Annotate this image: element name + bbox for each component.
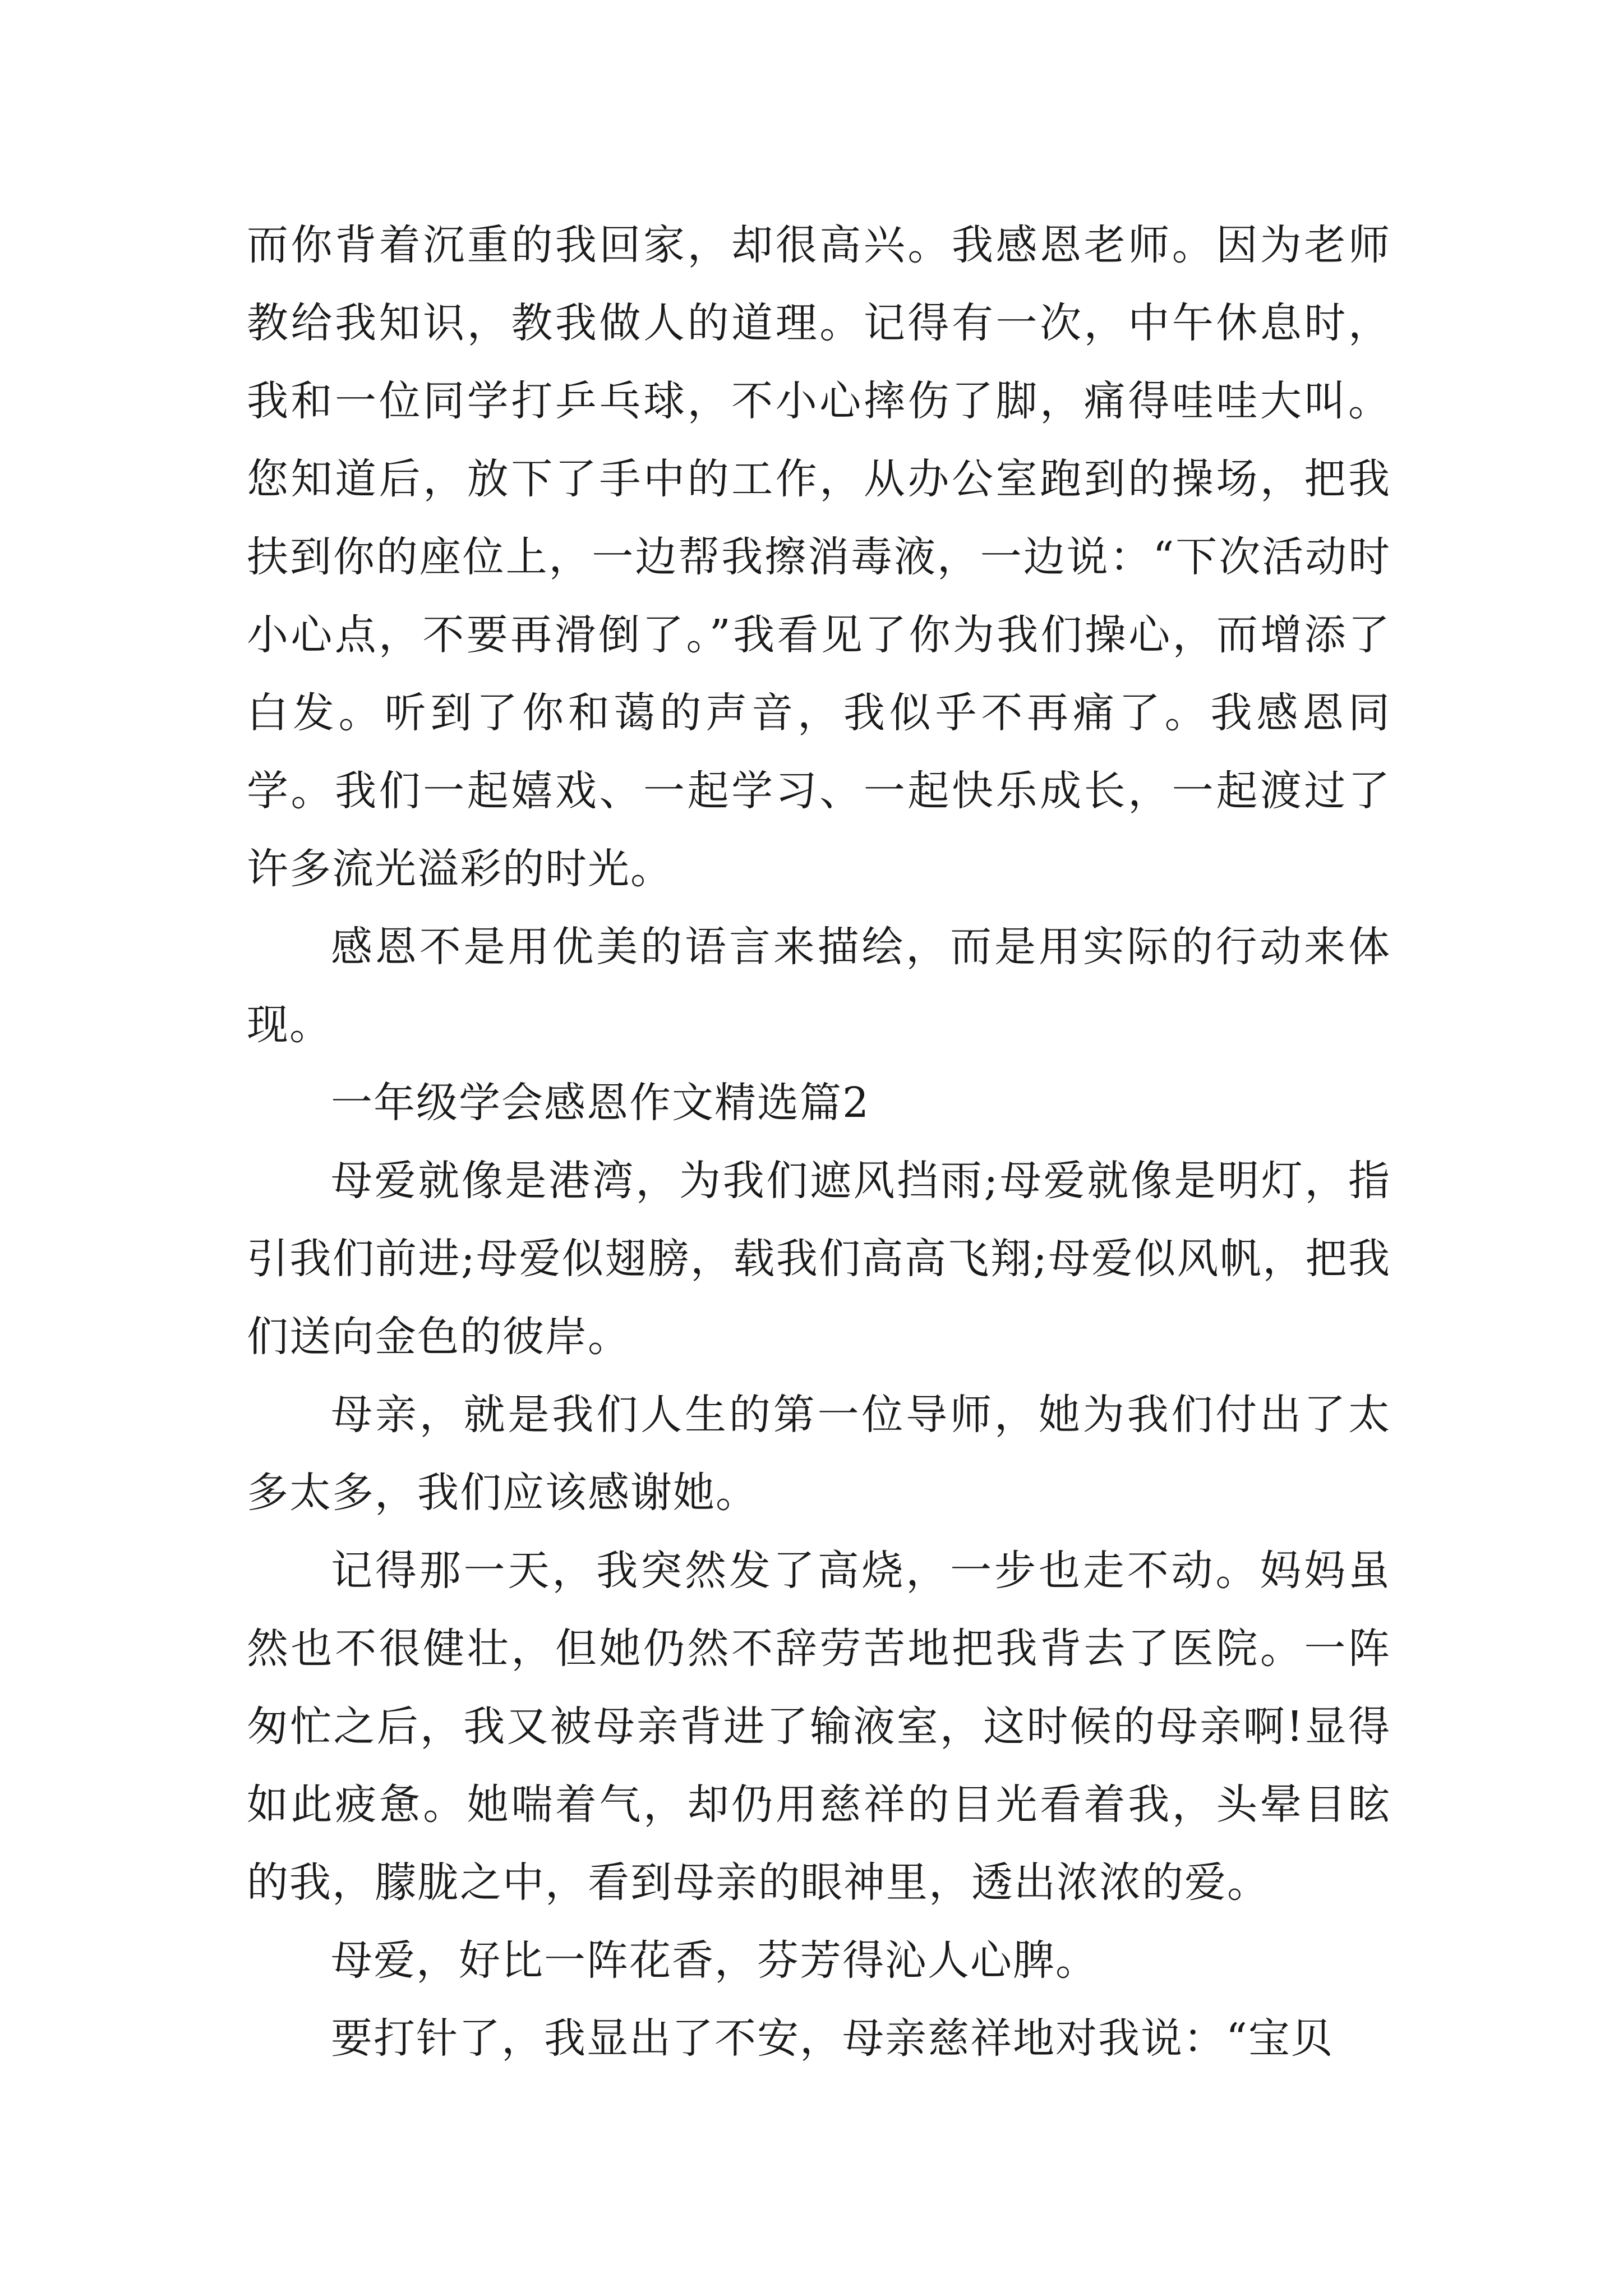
paragraph-mother-love-metaphors: 母爱就像是港湾，为我们遮风挡雨;母爱就像是明灯，指引我们前进;母爱似翅膀，载我们高高飞翔;母爱似风帆，把我们送向金色的彼岸。 xyxy=(247,1157,1391,1361)
document-body xyxy=(247,206,1391,2078)
section-heading: 一年级学会感恩作文精选篇2 xyxy=(331,1079,870,1127)
paragraph-injection: 要打针了，我显出了不安，母亲慈祥地对我说：“宝贝 xyxy=(331,2014,1334,2063)
paragraph-continuation: 而你背着沉重的我回家，却很高兴。我感恩老师。因为老师教给我知识，教我做人的道理。记得有一次，中午休息时，我和一位同学打乒乓球，不小心摔伤了脚，痛得哇哇大叫。您知道后，放下了手中的工作，从办公室跑到的操场，把我扶到你的座位上，一边帮我擦消毒液，一边说：“下次活动时小心点，不要再滑倒了。”我看见了你为我们操心，而增添了白发。听到了你和蔼的声音，我似乎不再痛了。我感恩同学。我们一起嬉戏、一起学习、一起快乐成长，一起渡过了许多流光溢彩的时光。 xyxy=(247,221,1391,893)
paragraph-fever-story: 记得那一天，我突然发了高烧，一步也走不动。妈妈虽然也不很健壮，但她仍然不辞劳苦地把我背去了医院。一阵匆忙之后，我又被母亲背进了输液室，这时候的母亲啊!显得如此疲惫。她喘着气，却仍用慈祥的目光看着我，头晕目眩的我，朦胧之中，看到母亲的眼神里，透出浓浓的爱。 xyxy=(247,1547,1391,1907)
paragraph-mother-first-teacher: 母亲，就是我们人生的第一位导师，她为我们付出了太多太多，我们应该感谢她。 xyxy=(247,1391,1391,1517)
paragraph-flower-fragrance: 母爱，好比一阵花香，芬芳得沁人心脾。 xyxy=(331,1936,1098,1985)
paragraph-gratitude-action: 感恩不是用优美的语言来描绘，而是用实际的行动来体现。 xyxy=(247,923,1391,1049)
